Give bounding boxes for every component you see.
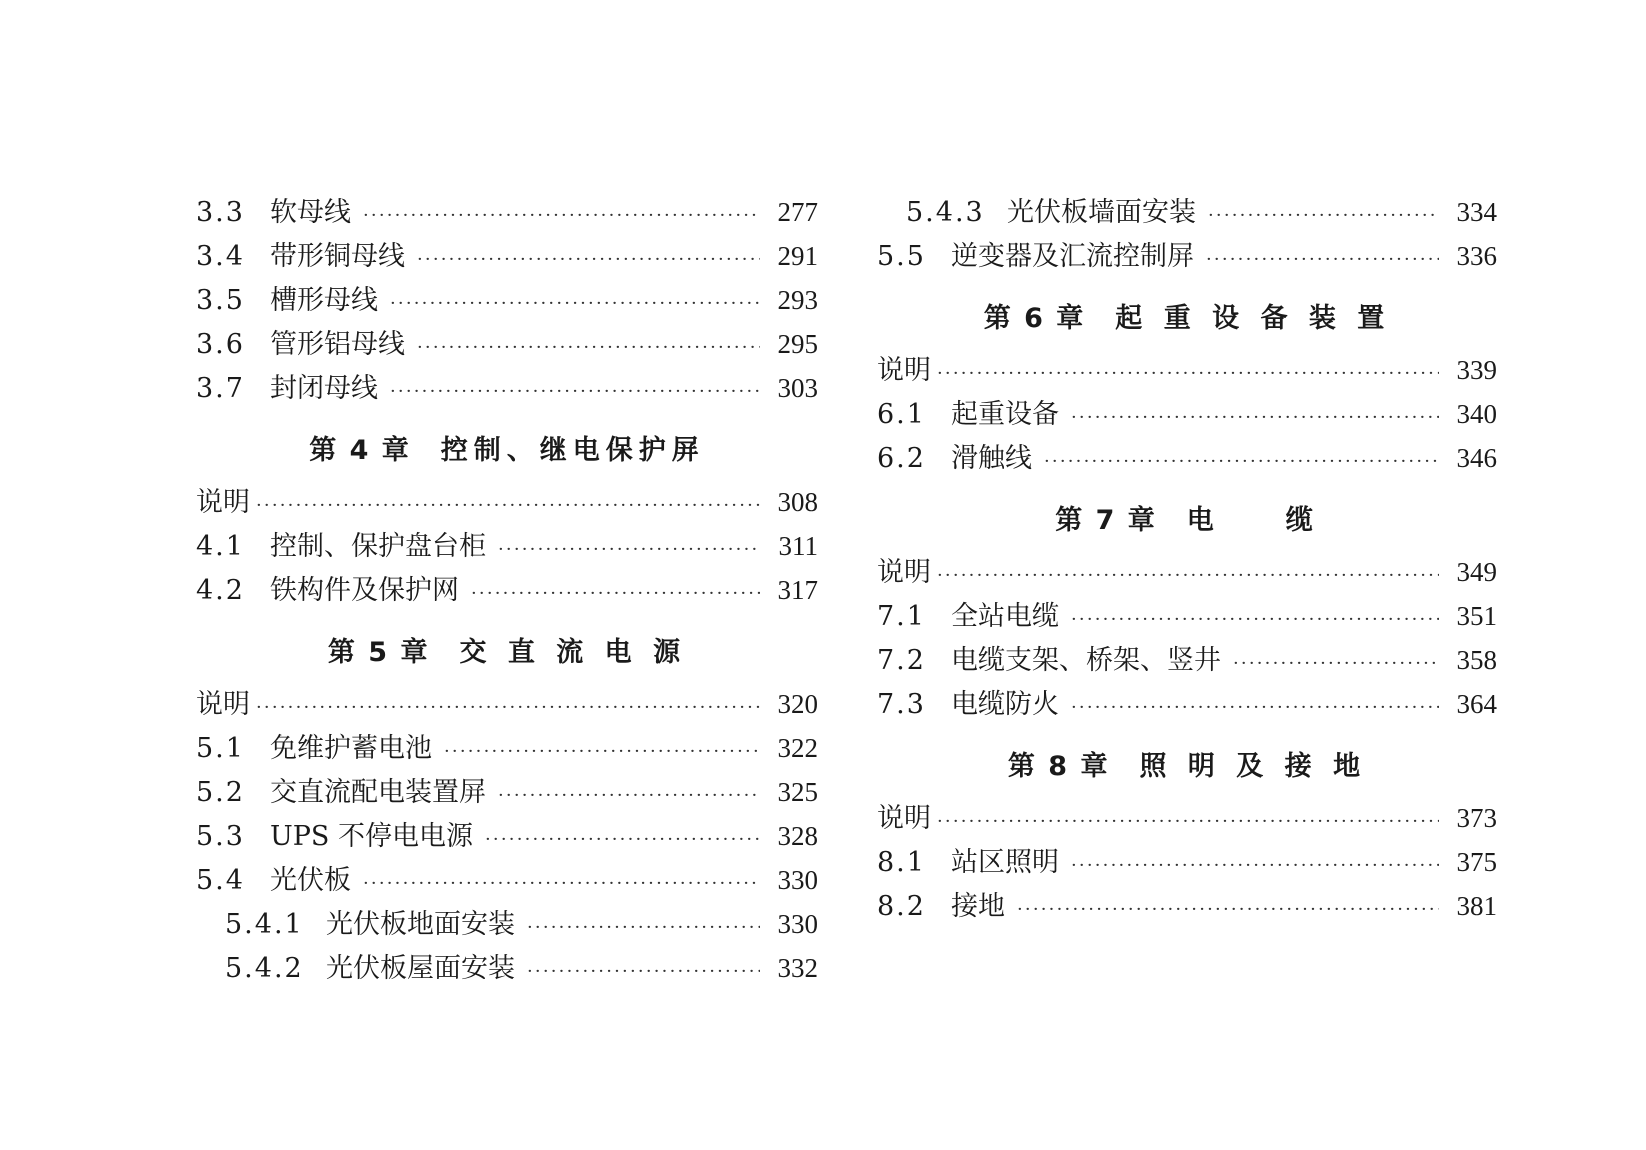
leader-dots [390,381,760,402]
entry-page: 322 [777,733,818,763]
toc-entry[interactable] [877,392,1497,436]
entry-number: 5.4.2 [225,953,304,984]
entry-number: 8.1 [877,847,926,878]
toc-entry[interactable] [877,682,1497,726]
entry-page: 339 [1456,355,1497,385]
entry-page: 349 [1456,557,1497,587]
entry-number: 3.5 [196,285,245,316]
entry-title: 电缆支架、桥架、竖井 [951,645,1221,676]
entry-title: 逆变器及汇流控制屏 [951,241,1194,272]
entry-title: 交直流配电装置屏 [270,777,486,808]
entry-title: 电缆防火 [951,689,1059,720]
toc-entry[interactable] [877,594,1497,638]
toc-block [196,480,818,612]
entry-page: 330 [777,865,818,895]
toc-left-column [196,190,818,990]
leader-dots [1071,697,1439,718]
entry-page: 364 [1456,689,1497,719]
leader-dots [471,583,760,604]
entry-title: 光伏板屋面安装 [326,953,515,984]
chapter-title: 交 直 流 电 源 [459,636,687,668]
chapter-heading [196,410,818,480]
toc-entry[interactable] [877,884,1497,928]
entry-page: 303 [777,373,818,403]
entry-title: 带形铜母线 [270,241,405,272]
leader-dots [256,697,760,718]
entry-page: 291 [777,241,818,271]
chapter-label: 第 7 章 [1055,504,1157,536]
chapter-heading [877,726,1497,796]
entry-page: 375 [1456,847,1497,877]
toc-entry[interactable] [196,278,818,322]
entry-page: 293 [777,285,818,315]
toc-entry[interactable] [877,840,1497,884]
entry-title: 站区照明 [951,847,1059,878]
entry-number: 5.4.3 [906,197,985,228]
leader-dots [1071,609,1439,630]
toc-entry[interactable] [877,550,1497,594]
toc-entry[interactable] [196,190,818,234]
entry-title: 说明 [877,355,931,386]
chapter-title: 控制、继电保护屏 [440,434,705,466]
toc-block [196,190,818,410]
leader-dots [363,205,760,226]
leader-dots [498,785,760,806]
leader-dots [1071,855,1439,876]
toc-entry[interactable] [877,796,1497,840]
entry-page: 334 [1456,197,1497,227]
entry-page: 308 [777,487,818,517]
toc-subentry[interactable] [877,190,1497,234]
toc-entry[interactable] [196,814,818,858]
entry-number: 3.3 [196,197,245,228]
toc-entry[interactable] [196,858,818,902]
entry-title: UPS 不停电电源 [270,821,474,852]
leader-dots [1233,653,1439,674]
chapter-label: 第 8 章 [1007,750,1110,782]
entry-page: 277 [777,197,818,227]
leader-dots [527,961,760,982]
entry-page: 373 [1456,803,1497,833]
leader-dots [390,293,760,314]
leader-dots [256,495,760,516]
entry-number: 5.4 [196,865,245,896]
leader-dots [1208,205,1439,226]
chapter-title: 照 明 及 接 地 [1139,750,1367,782]
toc-entry[interactable] [877,436,1497,480]
entry-page: 311 [778,531,818,561]
chapter-heading [877,278,1497,348]
entry-number: 5.4.1 [225,909,304,940]
entry-title: 全站电缆 [951,601,1059,632]
leader-dots [1044,451,1439,472]
entry-title: 免维护蓄电池 [270,733,432,764]
toc-entry[interactable] [877,348,1497,392]
entry-title: 控制、保护盘台柜 [270,531,486,562]
toc-entry[interactable] [196,322,818,366]
entry-number: 6.2 [877,443,926,474]
entry-number: 3.6 [196,329,245,360]
entry-title: 封闭母线 [270,373,378,404]
toc-entry[interactable] [196,770,818,814]
leader-dots [444,741,760,762]
chapter-label: 第 5 章 [327,636,430,668]
entry-title: 滑触线 [951,443,1032,474]
leader-dots [1071,407,1439,428]
entry-number: 7.1 [877,601,926,632]
leader-dots [937,811,1439,832]
toc-entry[interactable] [196,524,818,568]
toc-block [196,682,818,990]
toc-subentry[interactable] [196,946,818,990]
leader-dots [937,363,1439,384]
entry-page: 336 [1456,241,1497,271]
toc-subentry[interactable] [196,902,818,946]
entry-page: 346 [1456,443,1497,473]
entry-page: 358 [1456,645,1497,675]
leader-dots [417,249,760,270]
toc-block [877,190,1497,278]
entry-title: 光伏板地面安装 [326,909,515,940]
toc-block [877,550,1497,726]
chapter-label: 第 6 章 [983,302,1086,334]
entry-number: 5.2 [196,777,245,808]
toc-entry[interactable] [196,568,818,612]
chapter-title: 起 重 设 备 装 置 [1115,302,1391,334]
toc-block [877,796,1497,928]
entry-title: 起重设备 [951,399,1059,430]
entry-number: 4.1 [196,531,245,562]
leader-dots [527,917,760,938]
entry-title: 软母线 [270,197,351,228]
entry-page: 325 [777,777,818,807]
entry-number: 7.3 [877,689,926,720]
chapter-heading [196,612,818,682]
entry-page: 328 [777,821,818,851]
entry-number: 5.5 [877,241,926,272]
entry-title: 光伏板 [270,865,351,896]
entry-number: 7.2 [877,645,926,676]
entry-page: 330 [777,909,818,939]
toc-entry[interactable] [877,638,1497,682]
entry-title: 说明 [196,487,250,518]
entry-title: 管形铝母线 [270,329,405,360]
toc-block [877,348,1497,480]
entry-title: 接地 [951,891,1005,922]
entry-page: 381 [1456,891,1497,921]
entry-title: 铁构件及保护网 [270,575,459,606]
toc-entry[interactable] [196,366,818,410]
chapter-title: 电 缆 [1186,504,1319,536]
entry-page: 317 [777,575,818,605]
leader-dots [485,829,760,850]
entry-title: 说明 [877,557,931,588]
toc-right-column [877,190,1497,928]
entry-number: 3.4 [196,241,245,272]
entry-title: 说明 [196,689,250,720]
toc-entry[interactable] [196,726,818,770]
entry-page: 295 [777,329,818,359]
leader-dots [498,539,760,560]
chapter-label: 第 4 章 [309,434,411,466]
entry-page: 332 [777,953,818,983]
entry-title: 槽形母线 [270,285,378,316]
toc-entry[interactable] [196,480,818,524]
leader-dots [1206,249,1439,270]
chapter-heading [877,480,1497,550]
entry-number: 5.1 [196,733,245,764]
entry-page: 351 [1456,601,1497,631]
toc-entry[interactable] [877,234,1497,278]
entry-number: 4.2 [196,575,245,606]
leader-dots [1017,899,1439,920]
entry-number: 3.7 [196,373,245,404]
toc-entry[interactable] [196,234,818,278]
entry-page: 340 [1456,399,1497,429]
toc-entry[interactable] [196,682,818,726]
leader-dots [417,337,760,358]
entry-title: 光伏板墙面安装 [1007,197,1196,228]
leader-dots [937,565,1439,586]
entry-title: 说明 [877,803,931,834]
entry-number: 6.1 [877,399,926,430]
entry-number: 5.3 [196,821,245,852]
entry-page: 320 [777,689,818,719]
entry-number: 8.2 [877,891,926,922]
leader-dots [363,873,760,894]
